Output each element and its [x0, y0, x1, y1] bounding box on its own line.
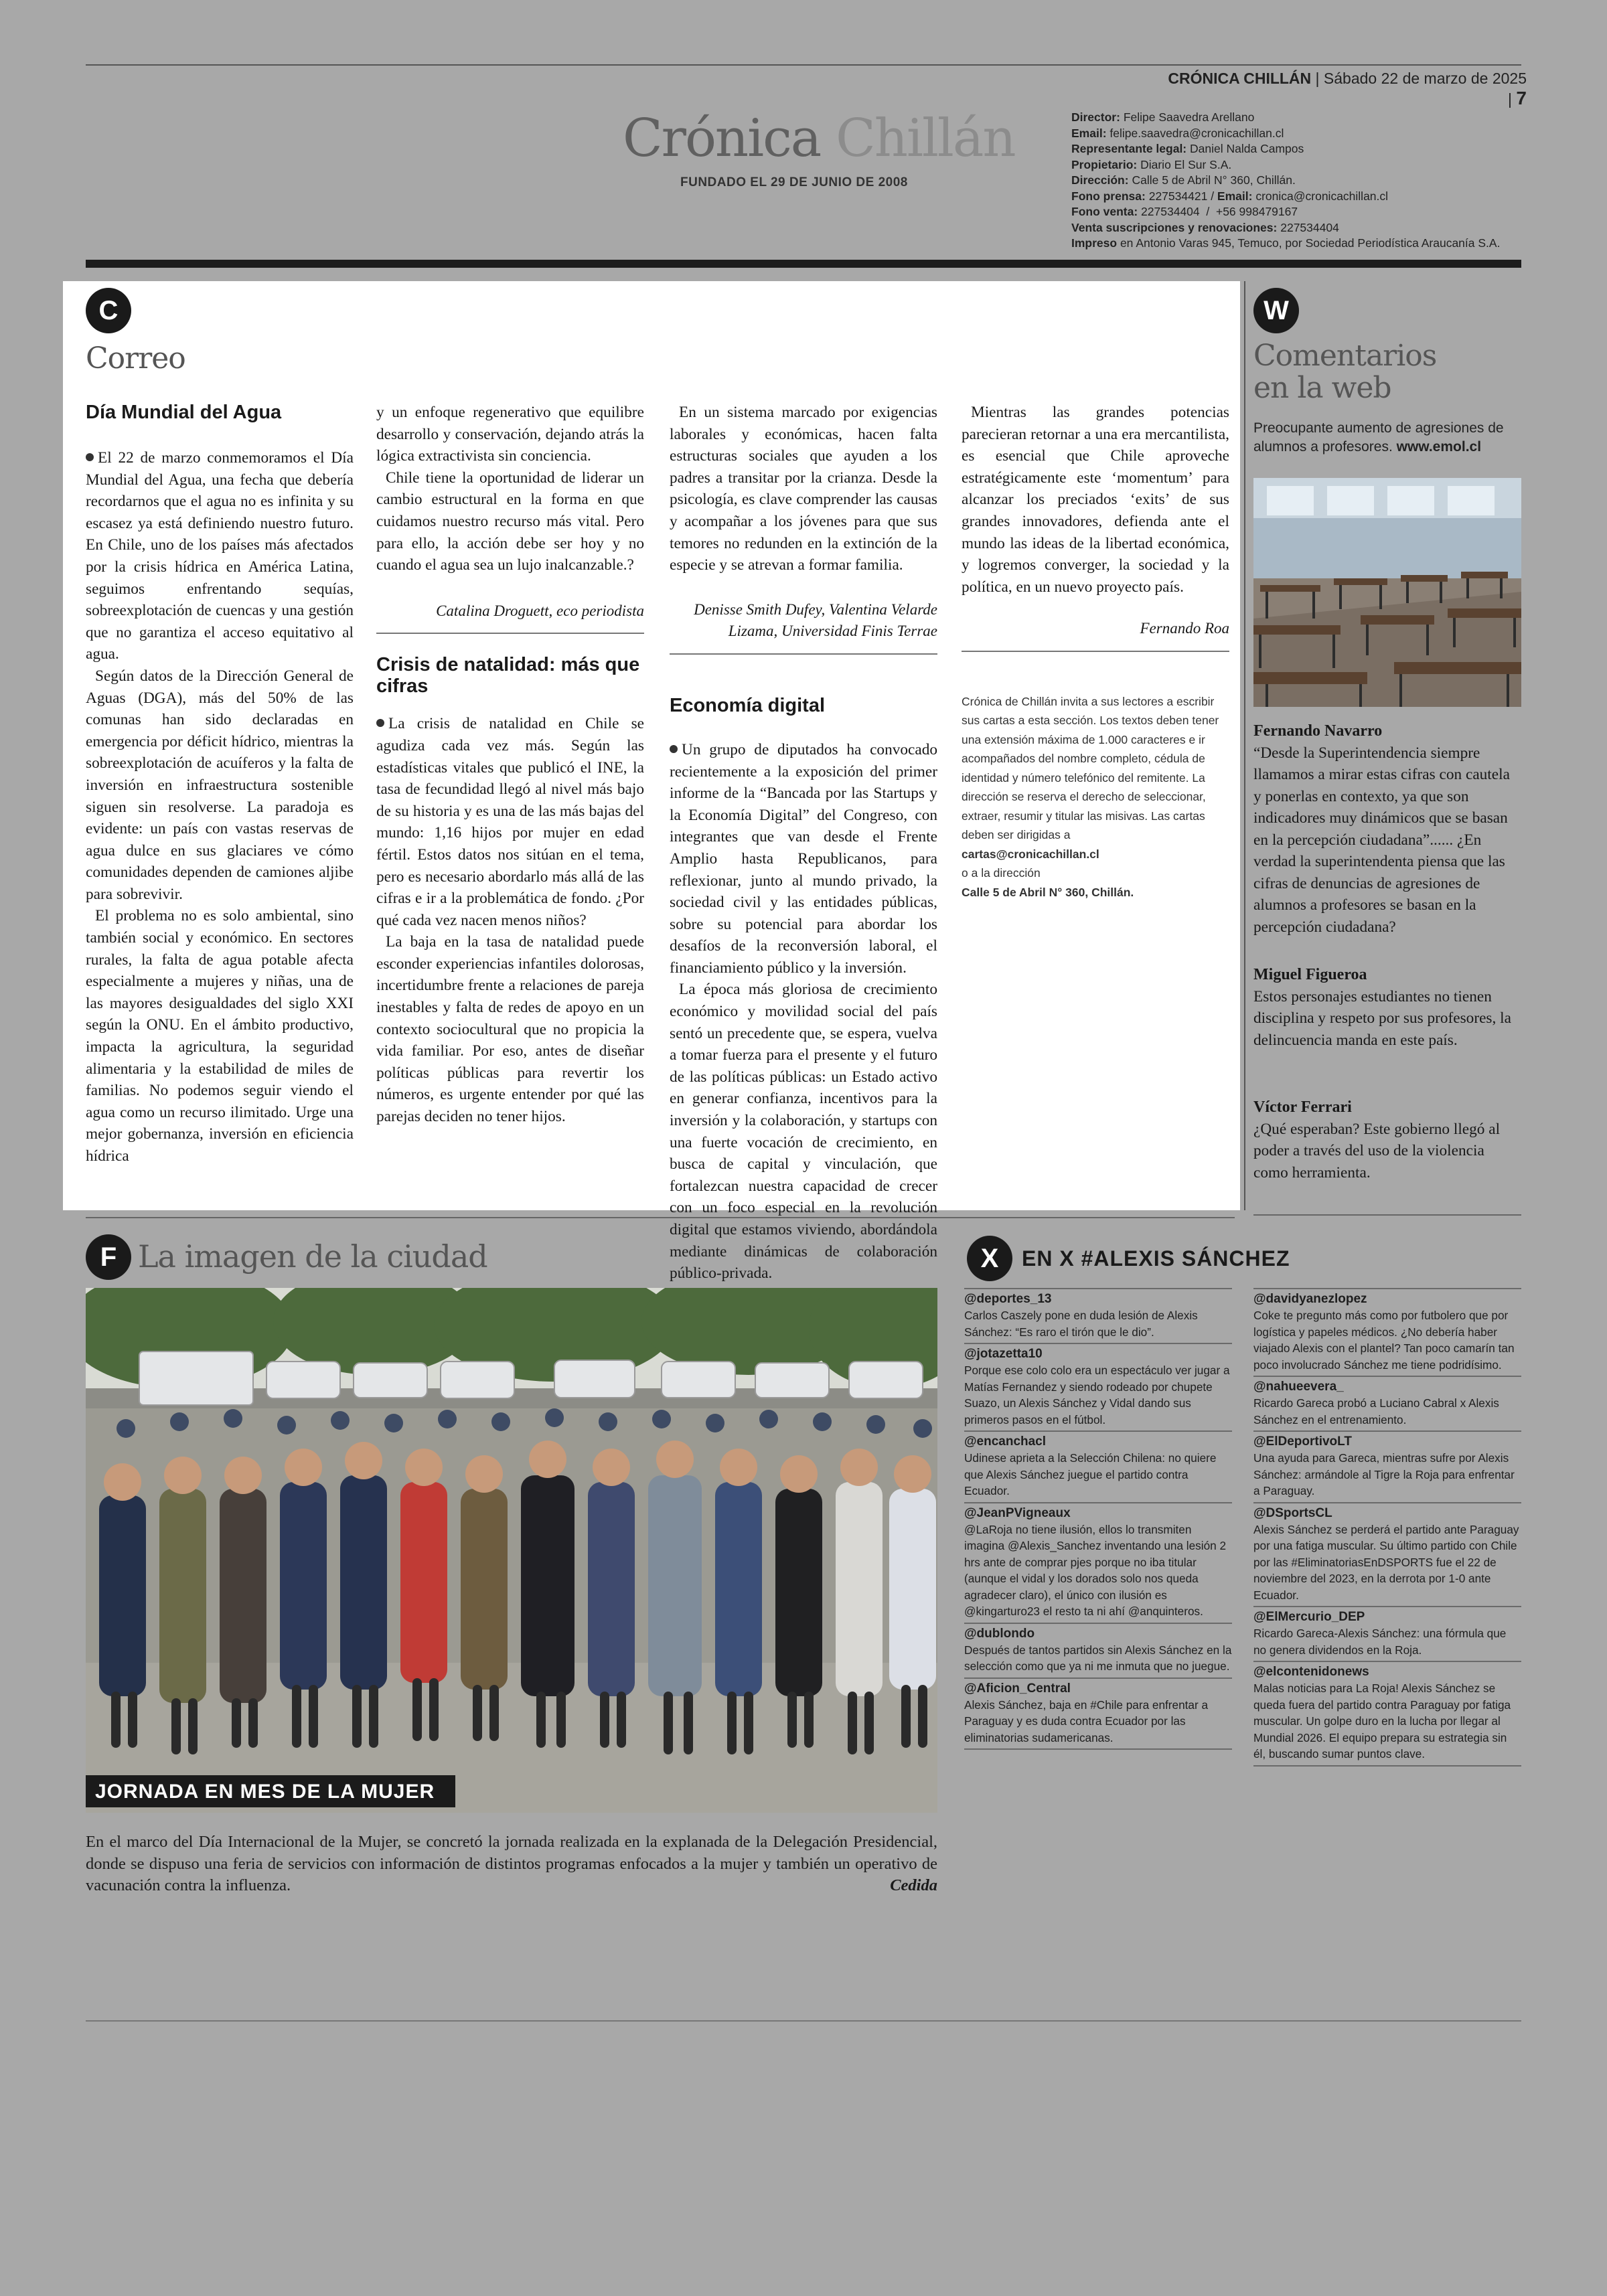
comment-text: Estos personajes estudiantes no tienen disciplina y respeto por sus profesores, la delincuencia manda en este país.	[1253, 987, 1511, 1049]
letter-paragraph	[670, 739, 937, 979]
letters-address: Calle 5 de Abril N° 360, Chillán.	[962, 885, 1134, 899]
masthead-line	[1071, 220, 1540, 236]
tweet-text: Coke te pregunto más como por futbolero que por logística y papeles médicos. ¿No debería haber viajado Alexis con el plantel? Tan poco camarín tan poco involucrado Sánchez me tiene podridísimo.	[1253, 1309, 1515, 1372]
masthead-line	[1071, 173, 1540, 189]
folio-paper-name: CRÓNICA CHILLÁN	[1168, 70, 1312, 87]
correo-column-4	[962, 402, 1229, 1205]
letter-headline: Economía digital	[670, 694, 826, 716]
web-title-line: en la web	[1253, 371, 1391, 405]
caption-text: En el marco del Día Internacional de la Mujer, se concretó la jornada realizada en la explanada de la Delegación Presidencial, donde se dispuso una feria de servicios con información de distintos programas enfocados a la mujer y también un operativo de vacunación contra la influenza.	[86, 1833, 937, 1894]
imagen-title: La imagen de la ciudad	[138, 1238, 487, 1275]
divider	[1253, 1214, 1521, 1216]
correo-column-3	[670, 402, 937, 1283]
web-comment	[1253, 1096, 1521, 1183]
divider	[670, 653, 937, 655]
group-photo-image	[86, 1288, 937, 1813]
tweet-handle[interactable]: @davidyanezlopez	[1253, 1292, 1367, 1306]
top-rule	[86, 64, 1521, 66]
masthead-line	[1071, 126, 1540, 142]
imagen-badge: F	[86, 1234, 131, 1280]
masthead-line	[1071, 236, 1540, 252]
masthead-line	[1071, 157, 1540, 173]
tweets-column-1	[964, 1288, 1232, 1750]
masthead-value: Calle 5 de Abril N° 360, Chillán.	[1132, 173, 1296, 187]
tweet-handle[interactable]: @Aficion_Central	[964, 1681, 1071, 1696]
letter-signature: Denisse Smith Dufey, Valentina Velarde Lizama, Universidad Finis Terrae	[694, 600, 937, 640]
letter-headline: Crisis de natalidad: más que cifras	[376, 654, 640, 698]
folio-separator: |	[1315, 70, 1320, 87]
tweet	[1253, 1606, 1521, 1661]
masthead-line: Fono venta: 227534404 / +56 998479167	[1071, 205, 1298, 218]
letter-paragraph: Según datos de la Dirección General de Aguas (DGA), más del 50% de las comunas han sido declaradas en emergencia por déficit hídrico, mientras la sobreexplotación de acuíferos y la falta de inversión en infraestructura sostenible siguen sin resolverse. La paradoja es evidente: un país con vastas reservas de agua dulce en sus glaciares ve cómo comunidades dependen de camiones aljibe para sobrevivir.	[86, 667, 354, 903]
x-section-title: EN X #ALEXIS SÁNCHEZ	[1022, 1246, 1290, 1270]
masthead-label: Fono prensa:	[1071, 189, 1146, 203]
tweet	[1253, 1430, 1521, 1502]
tweet-handle[interactable]: @jotazetta10	[964, 1347, 1043, 1361]
tweet-handle[interactable]: @DSportsCL	[1253, 1505, 1332, 1520]
web-title-line: Comentarios	[1253, 339, 1437, 373]
web-comment	[1253, 964, 1521, 1051]
tweet	[1253, 1376, 1521, 1430]
masthead-value: Diario El Sur S.A.	[1140, 157, 1232, 171]
bullet-dot	[670, 745, 678, 753]
letter-headline: Día Mundial del Agua	[86, 402, 282, 423]
masthead-label: Dirección:	[1071, 173, 1129, 187]
newspaper-logo	[623, 108, 1015, 169]
letters-email-link[interactable]: cartas@cronicachillan.cl	[962, 847, 1099, 861]
masthead-label: Director:	[1071, 110, 1120, 124]
letter-paragraph: Chile tiene la oportunidad de liderar un cambio estructural en la forma en que cuidamos nuestro recurso más vital. Pero para ello, la acción debe ser hoy y no cuando el agua sea un lujo inalcanzable.?	[376, 469, 644, 574]
letters-info-box	[962, 692, 1229, 902]
letter-paragraph: La baja en la tasa de natalidad puede esconder experiencias infantiles dolorosas, incertidumbre frente a relaciones de pareja inestables y falta de redes de apoyo en un contexto sociocultural que no propicia la vida familiar. Por eso, antes de diseñar políticas públicas para revertir los números, es urgente entender por qué las parejas deciden no tener hijos.	[376, 933, 644, 1126]
folio-date: Sábado 22 de marzo de 2025	[1323, 70, 1527, 87]
masthead-value: Daniel Nalda Campos	[1190, 142, 1304, 155]
photo-caption	[86, 1831, 937, 1897]
tweet	[964, 1677, 1232, 1749]
masthead-value: +56 998479167	[1215, 205, 1298, 218]
tweet	[964, 1430, 1232, 1502]
masthead-label: Impreso	[1071, 236, 1118, 250]
classroom-photo	[1253, 478, 1521, 707]
tweet	[1253, 1661, 1521, 1765]
web-comment	[1253, 720, 1521, 938]
web-intro	[1253, 419, 1521, 457]
classroom-image	[1253, 478, 1521, 707]
letters-info-text: Crónica de Chillán invita a sus lectores a escribir sus cartas a esta sección. Los textos deben tener una extensión máxima de 1.000 caracteres e ir acompañados del nombre completo, cédula de identidad y número telefónico del remitente. La dirección se reserva el derecho de seleccionar, extraer, resumir y titular las misivas. Las cartas deben ser dirigidas a	[962, 694, 1219, 842]
founded-date: FUNDADO EL 29 DE JUNIO DE 2008	[680, 175, 908, 189]
letter-signature: Fernando Roa	[1140, 620, 1229, 637]
tweet-text: Malas noticias para La Roja! Alexis Sánchez se queda fuera del partido contra Paraguay por fatiga muscular. Un golpe duro en la lucha por llegar al Mundial 2026. El equipo prepara su estrategia sin él, buscando sumar puntos clave.	[1253, 1682, 1511, 1760]
tweet-handle[interactable]: @elcontenidonews	[1253, 1665, 1369, 1679]
tweet-text: Alexis Sánchez se perderá el partido ante Paraguay por una fatiga muscular. Su último partido con Chile por las #EliminatoriasEnDSPORTS fue el 22 de noviembre del 2023, en la derrota por 1-0 ante Ecuador.	[1253, 1522, 1519, 1602]
masthead-label: Fono venta:	[1071, 205, 1138, 218]
web-intro-text: Preocupante aumento de agresiones de alumnos a profesores.	[1253, 420, 1504, 455]
letter-paragraph: y un enfoque regenerativo que equilibre desarrollo y conservación, dejando atrás la lógica extractivista sin conciencia.	[376, 404, 644, 465]
divider	[964, 1748, 1232, 1750]
tweet	[964, 1502, 1232, 1623]
tweet	[964, 1343, 1232, 1430]
tweet-handle[interactable]: @ElDeportivoLT	[1253, 1434, 1352, 1449]
letter-text: Un grupo de diputados ha convocado recientemente a la exposición del primer informe de la “Bancada por las Startups y la Economía Digital” del Congreso, con integrantes que van desde el Frente Amplio hasta Republicanos, para reflexionar, junto al mundo privado, la sociedad civil y las entidades públicas, sobre su potencial para abordar los desafíos de la reconversión laboral, el financiamiento público y la inversión.	[670, 740, 937, 977]
tweet-text: Después de tantos partidos sin Alexis Sánchez en la selección como que ya ni me inmuta que no juegue.	[964, 1643, 1232, 1673]
correo-badge: C	[86, 288, 131, 333]
page-number: 7	[1516, 88, 1527, 108]
tweet-handle[interactable]: @deportes_13	[964, 1292, 1052, 1306]
tweet-text: Ricardo Gareca-Alexis Sánchez: una fórmula que no genera dividendos en la Roja.	[1253, 1627, 1507, 1657]
city-photo	[86, 1288, 937, 1813]
page-folio	[1165, 70, 1527, 109]
masthead-value: cronica@cronicachillan.cl	[1255, 189, 1389, 203]
photo-credit: Cedida	[890, 1876, 937, 1894]
tweet	[964, 1623, 1232, 1677]
tweet-text: @LaRoja no tiene ilusión, ellos lo transmiten imagina @Alexis_Sanchez inventando una lesión 2 hrs ante de comprar pjes porque no iba titular (aunque el vidal y los dorados solo nos queda agradecer claro), el único con ilusión es @kingarturo23 el resto ta ni ahí @anquinteros.	[964, 1522, 1227, 1618]
bottom-rule	[86, 2020, 1521, 2022]
tweet-text: Udinese aprieta a la Selección Chilena: no quiere que Alexis Sánchez juegue el partido contra Ecuador.	[964, 1451, 1217, 1497]
tweet-text: Porque ese colo colo era un espectáculo ver jugar a Matías Fernandez y siendo rodeado por chupete Suazo, un Alexis Sánchez y Vidal dando sus primeros pasos en el fútbol.	[964, 1364, 1230, 1426]
bullet-dot	[86, 453, 94, 461]
logo-part2: Chillán	[836, 108, 1015, 169]
logo-part1: Crónica	[623, 108, 821, 169]
masthead-label: Email:	[1071, 126, 1107, 140]
comment-author: Fernando Navarro	[1253, 722, 1383, 740]
divider	[1253, 1765, 1521, 1767]
column-divider	[1244, 281, 1245, 1210]
web-intro-site[interactable]: www.emol.cl	[1396, 439, 1482, 455]
masthead-value: Felipe Saavedra Arellano	[1123, 110, 1255, 124]
masthead-label: Representante legal:	[1071, 142, 1187, 155]
tweet-handle[interactable]: @JeanPVigneaux	[964, 1505, 1071, 1520]
letter-paragraph	[376, 713, 644, 931]
masthead-label: Propietario:	[1071, 157, 1138, 171]
tweet	[1253, 1288, 1521, 1376]
masthead-label: Email:	[1217, 189, 1253, 203]
web-badge: W	[1253, 288, 1299, 333]
masthead-line	[1071, 141, 1540, 157]
folio-separator: |	[1508, 90, 1513, 108]
letter-paragraph: El problema no es solo ambiental, sino también social y económico. En sectores rurales, la falta de agua potable afecta especialmente a mujeres y niñas, una de las mayores desigualdades del siglo XXI según la ONU. En el ámbito productivo, impacta la agricultura, la seguridad alimentaria y la estabilidad de miles de familias. No podemos seguir viendo el agua como un recurso ilimitado. Urge una mejor gobernanza, inversión en eficiencia hídrica	[86, 907, 354, 1165]
letter-paragraph: En un sistema marcado por exigencias laborales y económicas, hacen falta estructuras sociales que ayuden a los padres a transitar por la crianza. Desde la psicología, es clave comprender las causas y acompañar a los jóvenes para que sus temores no redunden en la extinción de la especie y se atrevan a formar familia.	[670, 404, 937, 574]
bullet-dot	[376, 719, 384, 727]
web-title	[1253, 340, 1436, 404]
masthead-value: en Antonio Varas 945, Temuco, por Sociedad Periodística Araucanía S.A.	[1120, 236, 1501, 250]
tweet-handle[interactable]: @nahueevera_	[1253, 1380, 1344, 1394]
correo-column-1	[86, 402, 354, 1185]
tweet-text: Una ayuda para Gareca, mientras sufre por Alexis Sánchez: armándole al Tigre la Roja para enfrentar a Paraguay.	[1253, 1451, 1515, 1497]
correo-column-2	[376, 402, 644, 1185]
masthead-value: 227534421	[1148, 189, 1208, 203]
tweet-text: Carlos Caszely pone en duda lesión de Alexis Sánchez: “Es raro el tirón que le dio”.	[964, 1309, 1198, 1339]
comment-text: ¿Qué esperaban? Este gobierno llegó al poder a través del uso de la violencia como herramienta.	[1253, 1120, 1501, 1181]
tweet	[964, 1288, 1232, 1343]
comment-author: Miguel Figueroa	[1253, 966, 1367, 983]
tweets-column-2	[1253, 1288, 1521, 1767]
masthead-value: 227534404	[1280, 220, 1339, 234]
masthead-line: Fono prensa: 227534421 / Email: cronica@cronicachillan.cl	[1071, 189, 1389, 203]
tweet-handle[interactable]: @encanchacl	[964, 1434, 1047, 1449]
masthead-credits	[1071, 110, 1540, 252]
tweet-text: Alexis Sánchez, baja en #Chile para enfrentar a Paraguay y es duda contra Ecuador por las eliminatorias sudamericanas.	[964, 1698, 1209, 1744]
letter-text: La crisis de natalidad en Chile se agudiza cada vez más. Según las estadísticas vitales que publicó el INE, la tasa de fecundidad llegó al nivel más bajo de su historia y es una de las más bajas del mundo: 1,16 hijos por mujer en edad fértil. Estos datos nos sitúan en el tema, pero es necesario abordarlo más allá de las cifras e ir a la problemática de fondo. ¿Por qué cada vez nacen menos niños?	[376, 715, 644, 929]
comment-author: Víctor Ferrari	[1253, 1098, 1352, 1116]
letter-text: El 22 de marzo conmemoramos el Día Mundial del Agua, una fecha que debería recordarnos que el agua no es infinita y su escasez ya está definiendo nuestro futuro. En Chile, uno de los países más afectados por la crisis hídrica en América Latina, seguimos enfrentando sequías, sobreexplotación de cuencas y una gestión que no garantiza el acceso equitativo al agua.	[86, 449, 354, 663]
tweet-handle[interactable]: @dublondo	[964, 1626, 1035, 1641]
divider	[376, 633, 644, 634]
letter-paragraph: La época más gloriosa de crecimiento económico y movilidad social del país sentó un precedente que, se espera, vuelva a tomar fuerza para el presente y el futuro de las políticas públicas: un Estado activo en generar confianza, incentivos para la inversión y la colaboración, y startups con una fuerte vocación de crecimiento, en busca de capital y vinculación, que fortalezcan nuestra capacidad de crecer con un foco especial en la revolución digital que estamos viviendo, abordándola mediante dinámicas de colaboración público-privada.	[670, 981, 937, 1283]
divider	[86, 1217, 1235, 1218]
letter-signature: Catalina Droguett, eco periodista	[436, 602, 644, 619]
x-badge: X	[967, 1236, 1012, 1281]
letter-paragraph: Mientras las grandes potencias parecieran retornar a una era mercantilista, es esencial que Chile aproveche estratégicamente este ‘momentum’ para alcanzar los preciados ‘exits’ de sus grandes innovadores, defienda ante el mundo las ideas de la libertad económica, y logremos converger, la sociedad y la política, en un nuevo proyecto país.	[962, 404, 1229, 596]
correo-title: Correo	[86, 341, 185, 376]
masthead-label: Venta suscripciones y renovaciones:	[1071, 220, 1278, 234]
masthead-line	[1071, 110, 1540, 126]
letter-paragraph	[86, 447, 354, 665]
tweet	[1253, 1502, 1521, 1607]
tweet-handle[interactable]: @ElMercurio_DEP	[1253, 1610, 1365, 1624]
header-thick-rule	[86, 260, 1521, 268]
letters-info-text: o a la dirección	[962, 866, 1041, 880]
divider	[962, 651, 1229, 652]
masthead-value: felipe.saavedra@cronicachillan.cl	[1109, 126, 1284, 140]
masthead-value: 227534404	[1141, 205, 1200, 218]
tweet-text: Ricardo Gareca probó a Luciano Cabral x Alexis Sánchez en el entrenamiento.	[1253, 1396, 1499, 1426]
photo-label: JORNADA EN MES DE LA MUJER	[86, 1775, 455, 1807]
comment-text: “Desde la Superintendencia siempre llamamos a mirar estas cifras con cautela y ponerlas en contexto, ya que son indicadores muy dinámicos que se basan en la percepción ciudadana”...... ¿En verdad la superintendenta piensa que las cifras de denuncias de agresiones de alumnos a profesores se basan en la percepción ciudadana?	[1253, 744, 1510, 936]
